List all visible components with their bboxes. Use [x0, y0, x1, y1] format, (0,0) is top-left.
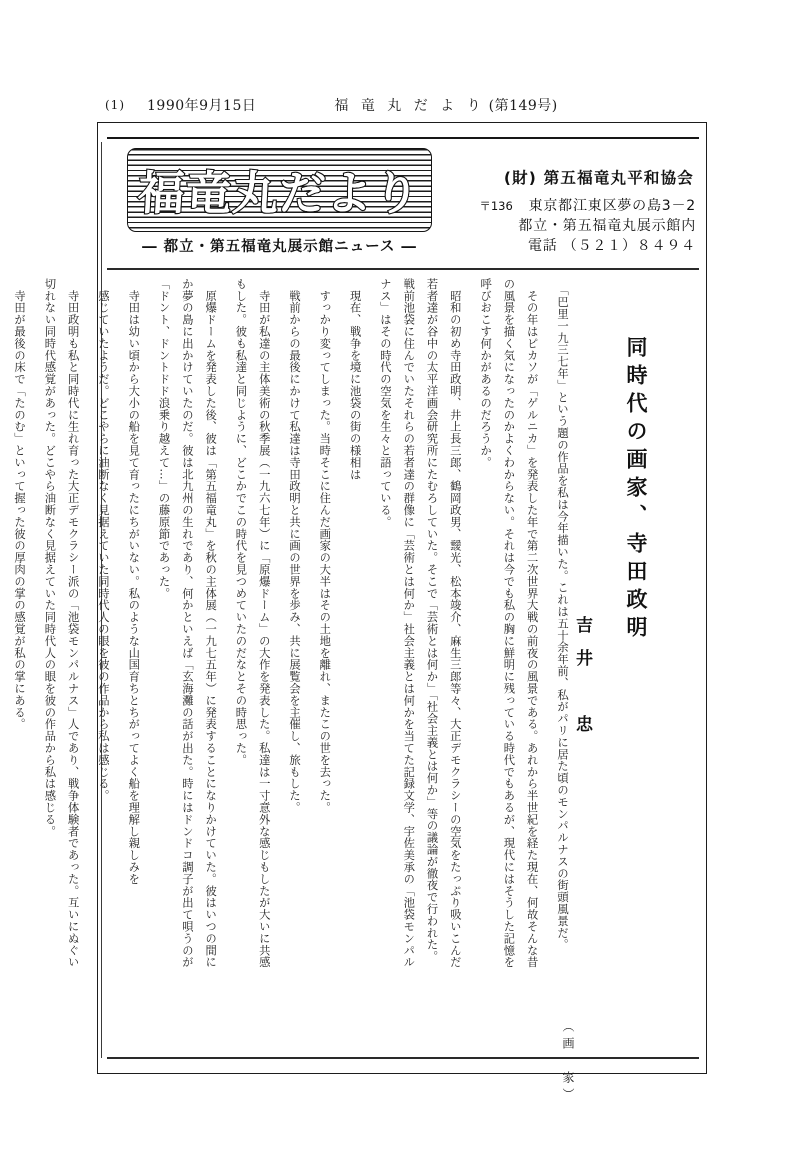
text-column: 原爆ドームを発表した後、彼は「第五福竜丸」を秋の主体展（一九七五年）に発表することになりかけていた。彼はいつの間に [204, 278, 218, 969]
text-column: の風景を描く気になったのかよくわからない。それは今でも私の胸に鮮明に残っている時代でもあるが、現代にはそうした記憶を [502, 278, 516, 969]
text-column: 寺田が私達の主体美術の秋季展（一九六七年）に「原爆ドーム」の大作を発表した。私達は一寸意外な感じもしたが大いに共感 [257, 278, 271, 969]
article-headline: 同時代の画家、寺田政明 [624, 336, 648, 644]
publisher-block [440, 166, 698, 257]
publisher-organization: (財) 第五福竜丸平和協会 [503, 169, 694, 187]
article-columns [0, 278, 573, 1056]
masthead-logo-text: 福竜丸だより [136, 166, 422, 220]
text-column: か夢の島に出かけていたのだ。彼は北九州の生れであり、何かといえば「玄海灘の話が出た。時にはドンドコ調子が出て唄うのが [180, 278, 194, 969]
text-column: 「巴里一九三七年」という題の作品を私は今年描いた。これは五十余年前、私がパリに居た頃のモンパルナスの街頭風景だ。 [556, 278, 569, 951]
text-column: 呼びおこす何かがあるのだろうか。 [479, 278, 493, 469]
publisher-address-line-1 [440, 197, 698, 217]
text-column: 現在、戦争を境に池袋の街の様相は [348, 278, 362, 481]
text-column: 昭和の初め寺田政明、井上長三郎、鶴岡政男、靉光、松本竣介、麻生三郎等々、大正デモクラシーの空気をたっぷり吸いこんだ [448, 278, 462, 969]
masthead-top-rule [107, 137, 699, 139]
headline-block [625, 278, 699, 1056]
text-column: すっかり変ってしまった。当時そこに住んだ画家の大半はその土地を離れ、またこの世を去った。 [318, 278, 332, 814]
text-column: もした。彼も私達と同じように、どこかでこの時代を見つめていたのだなとその時思った。 [234, 278, 248, 766]
text-column: ナス」はその時代の空気を生々と語っている。 [378, 278, 392, 528]
masthead-subtitle: ― 都立・第五福竜丸展示館ニュース ― [142, 238, 417, 255]
address-line-1-text: 東京都江東区夢の島3－2 [528, 198, 696, 214]
running-title: 福 竜 丸 だ よ り [334, 98, 485, 114]
publisher-phone: 電話 （５２１）８４９４ [527, 237, 696, 254]
text-column: 若者達が谷中の太平洋画会研究所にたむろしていた。そこで「芸術とは何か」「社会主義とは何か」等の議論が徹夜で行われた。 [425, 278, 439, 963]
text-column: 「ドント、ドントドド浪乗り越えて…」の藤原節であった。 [157, 278, 171, 600]
issue-number: (第149号) [488, 98, 558, 114]
postal-code: 〒136 [479, 199, 513, 213]
page-number: (1) [105, 98, 125, 112]
article-body [13, 278, 699, 1056]
text-column: 切れない同時代感覚があった。どこやら油断なく見据えていた同時代人の眼を彼の作品から私は感じる。 [43, 278, 57, 838]
article-bottom-rule [107, 1057, 699, 1059]
text-column: 感じていたようだ。どこやらに油断なく見据えていた同時代人の眼を彼の作品から私は感じる。 [96, 278, 110, 802]
text-column: 戦前からの最後にかけて私達は寺田政明と共に画の世界を歩み、共に展覧会を主催し、旅もした。 [288, 278, 302, 814]
text-column: 寺田が最後の床で「たのむ」といって握った彼の厚肉の掌の感覚が私の掌にある。 [13, 278, 27, 731]
text-column: 戦前池袋に住んでいたそれらの若者達の群像に「芸術とは何か」社会主義とは何かを当てた記録文学、宇佐美承の「池袋モンパル [402, 278, 416, 969]
text-column: その年はピカソが「ゲルニカ」を発表した年で第二次世界大戦の前夜の風景である。あれから半世紀を経た現在、何故そんな昔 [525, 278, 539, 969]
page-header [105, 92, 705, 118]
issue-date: 1990年9月15日 [147, 98, 257, 114]
author-signature: （画 家） [561, 1020, 575, 1105]
masthead-bottom-rule [107, 268, 699, 270]
text-column: 寺田は幼い頃から大小の船を見て育ったにちがいない。私のような山国育ちとちがってよく船を理解し親しみを [127, 278, 141, 885]
byline-block [573, 278, 625, 1056]
article-byline: 吉井 忠 [572, 616, 592, 748]
text-column: 寺田政明も私と同時代に生れ育った大正デモクラシー派の「池袋モンパルナス」人であり、戦争体験者であった。互いにぬぐい [66, 278, 80, 969]
masthead-logo [127, 148, 432, 232]
publisher-address-line-2: 都立・第五福竜丸展示館内 [518, 217, 696, 234]
